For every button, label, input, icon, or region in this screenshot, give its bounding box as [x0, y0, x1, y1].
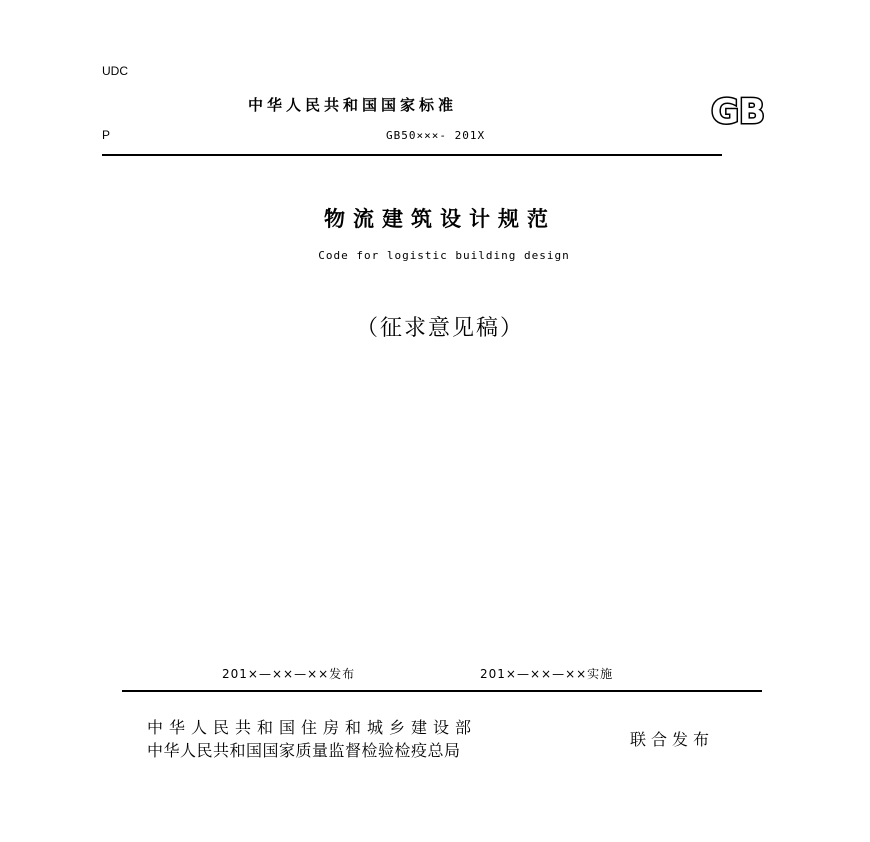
issuer-ministry-housing: 中华人民共和国住房和城乡建设部 — [147, 718, 478, 737]
bottom-divider — [122, 690, 762, 692]
implementation-date: 201×—××—××实施 — [480, 667, 614, 681]
udc-label: UDC — [102, 64, 128, 78]
standard-number: GB50×××- 201X — [386, 129, 486, 142]
standard-type-heading: 中华人民共和国国家标准 — [248, 96, 458, 114]
top-divider — [102, 154, 722, 156]
issue-date: 201×—××—××发布 — [222, 667, 356, 681]
joint-issue-label: 联合发布 — [630, 730, 715, 749]
gb-logo-graphic — [694, 94, 782, 128]
gb-logo-text: GB — [711, 94, 765, 128]
document-title: 物流建筑设计规范 — [324, 207, 556, 231]
issuer-quality-administration: 中华人民共和国国家质量监督检验检疫总局 — [147, 741, 461, 760]
p-label: P — [102, 128, 111, 142]
draft-note: （征求意见稿） — [355, 316, 524, 341]
document-title-english: Code for logistic building design — [318, 249, 570, 262]
gb-logo — [694, 94, 782, 128]
